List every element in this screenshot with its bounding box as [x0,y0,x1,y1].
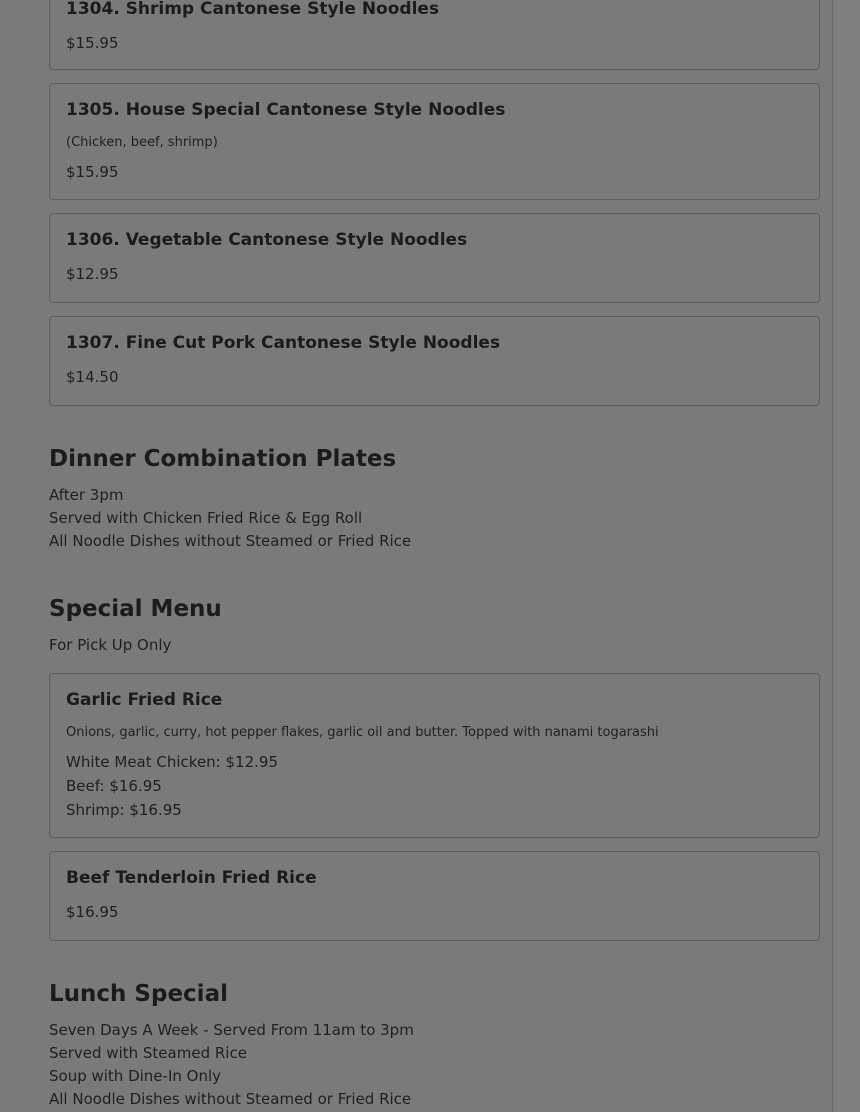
menu-item-card[interactable] [49,316,820,406]
price-option-value: $12.95 [225,753,279,771]
section-note: Served with Steamed Rice [49,1044,247,1062]
section-note: Served with Chicken Fried Rice & Egg Roll [49,509,363,527]
section-title-lunch-special: Lunch Special [49,981,228,1007]
price-option-value: $16.95 [109,777,162,795]
section-note: Soup with Dine-In Only [49,1067,222,1085]
section-note: Seven Days A Week - Served From 11am to 3pm [49,1021,414,1039]
menu-item-price: $15.95 [66,34,119,52]
section-note: All Noodle Dishes without Steamed or Fried Rice [49,532,412,550]
menu-item-name: 1307. Fine Cut Pork Cantonese Style Noodles [66,333,501,353]
menu-item-price: $12.95 [66,265,119,283]
menu-item-card[interactable] [49,83,820,200]
menu-item-price: $15.95 [66,163,119,181]
price-option-shrimp [66,801,182,819]
menu-item-price: $14.50 [66,368,119,386]
price-option-chicken [66,753,278,771]
price-option-label: Beef: [66,777,105,795]
price-option-label: White Meat Chicken: [66,753,221,771]
menu-item-card[interactable] [49,0,820,70]
menu-item-description: Onions, garlic, curry, hot pepper flakes, garlic oil and butter. Topped with nanami togarashi [66,725,659,740]
section-note: After 3pm [49,486,124,504]
scrollbar[interactable] [832,0,860,1112]
section-note: All Noodle Dishes without Steamed or Fried Rice [49,1090,412,1108]
menu-item-name: 1304. Shrimp Cantonese Style Noodles [66,0,440,19]
menu-item-name: 1305. House Special Cantonese Style Noodles [66,100,506,120]
menu-item-card[interactable] [49,673,820,838]
section-note: For Pick Up Only [49,636,172,654]
price-option-beef [66,777,162,795]
section-title-dinner-combination: Dinner Combination Plates [49,446,397,472]
menu-item-name: Beef Tenderloin Fried Rice [66,868,317,888]
menu-item-price: $16.95 [66,903,119,921]
price-option-label: Shrimp: [66,801,125,819]
menu-item-name: 1306. Vegetable Cantonese Style Noodles [66,230,468,250]
menu-item-card[interactable] [49,851,820,941]
menu-item-card[interactable] [49,213,820,303]
menu-item-name: Garlic Fried Rice [66,690,223,710]
section-title-special-menu: Special Menu [49,596,222,622]
menu-item-description: (Chicken, beef, shrimp) [66,135,218,150]
price-option-value: $16.95 [129,801,182,819]
